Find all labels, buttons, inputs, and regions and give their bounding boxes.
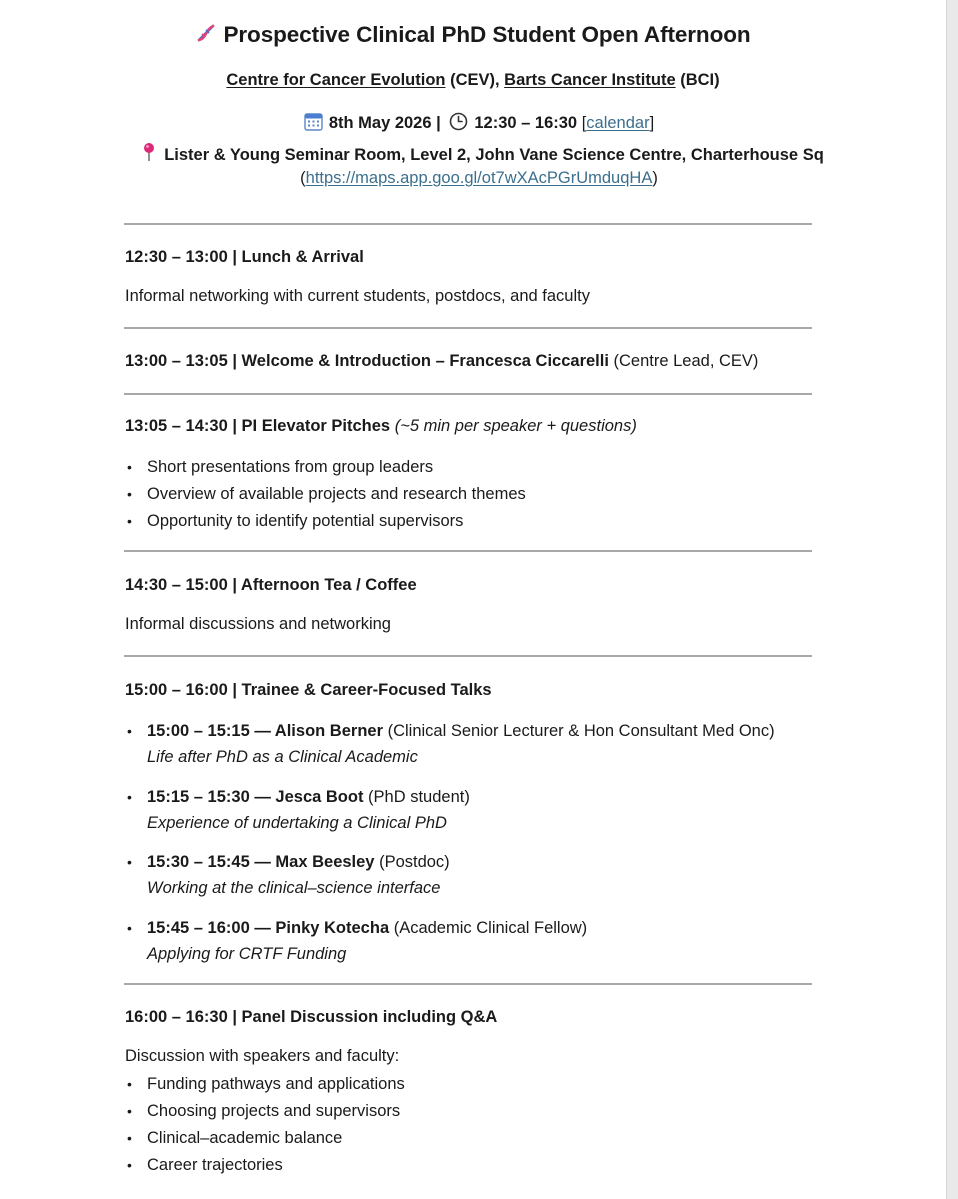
clock-icon (449, 112, 468, 136)
event-time: 12:30 – 16:30 (474, 114, 578, 132)
list-item (125, 915, 775, 981)
talk-topic: Applying for CRTF Funding (147, 944, 347, 963)
welcome-role: (Centre Lead, CEV) (608, 352, 759, 370)
calendar-link[interactable]: calendar (586, 114, 650, 132)
bci-abbr: (BCI) (675, 71, 720, 89)
divider (124, 983, 812, 985)
list-item: • Opportunity to identify potential supervisors (125, 511, 526, 538)
list-item (125, 784, 775, 850)
talk-role: (PhD student) (363, 787, 470, 806)
date-time-line: 8th May 2026 | 12:30 – 16:30 [calendar] (0, 112, 947, 136)
event-location: Lister & Young Seminar Room, Level 2, John Vane Science Centre, Charterhouse Sq (164, 146, 824, 164)
dna-icon (195, 22, 217, 50)
pitches-list (125, 457, 526, 538)
pitches-heading (125, 417, 637, 436)
talk-topic: Working at the clinical–science interface (147, 879, 441, 897)
talks-heading: 15:00 – 16:00 | Trainee & Career-Focused Talks (125, 681, 492, 699)
talk-slot: 15:30 – 15:45 — Max Beesley (147, 853, 375, 871)
event-title-row (0, 22, 946, 50)
list-item: • Overview of available projects and research themes (125, 484, 526, 511)
welcome-heading (125, 352, 758, 371)
divider (124, 655, 812, 657)
talk-role: (Academic Clinical Fellow) (389, 918, 588, 937)
location-line (0, 142, 947, 167)
list-item: • Choosing projects and supervisors (125, 1101, 405, 1128)
tea-heading: 14:30 – 15:00 | Afternoon Tea / Coffee (125, 576, 417, 594)
talk-role: (Clinical Senior Lecturer & Hon Consultant Med Onc) (383, 722, 775, 740)
list-item: • Funding pathways and applications (125, 1074, 405, 1101)
event-title: Prospective Clinical PhD Student Open Afternoon (223, 22, 751, 47)
list-item: • Short presentations from group leaders (125, 457, 526, 484)
map-line: (https://maps.app.goo.gl/ot7wXAcPGrUmduqHA) (300, 169, 658, 187)
organizers-line (0, 71, 946, 90)
pitches-title: 13:05 – 14:30 | PI Elevator Pitches (125, 417, 391, 435)
list-item: • Career trajectories (125, 1155, 405, 1182)
panel-list (125, 1074, 405, 1182)
list-item: • Clinical–academic balance (125, 1128, 405, 1155)
pushpin-icon (142, 142, 156, 167)
list-item (125, 849, 775, 915)
lunch-heading: 12:30 – 13:00 | Lunch & Arrival (125, 248, 364, 266)
calendar-icon (304, 112, 323, 136)
list-item (125, 718, 775, 784)
panel-intro: Discussion with speakers and faculty: (125, 1047, 400, 1065)
panel-heading: 16:00 – 16:30 | Panel Discussion including Q&A (125, 1008, 498, 1026)
talk-topic: Experience of undertaking a Clinical PhD (147, 813, 447, 832)
divider (124, 550, 812, 552)
talk-slot: 15:00 – 15:15 — Alison Berner (147, 722, 383, 740)
tea-text: Informal discussions and networking (125, 615, 391, 633)
talk-role: (Postdoc) (374, 853, 450, 871)
pitches-note: (~5 min per speaker + questions) (394, 417, 637, 435)
map-link[interactable]: https://maps.app.goo.gl/ot7wXAcPGrUmduqHA (305, 169, 653, 187)
talk-slot: 15:45 – 16:00 — Pinky Kotecha (147, 918, 390, 937)
divider (124, 393, 812, 395)
lunch-text: Informal networking with current students, postdocs, and faculty (125, 287, 590, 305)
talk-topic: Life after PhD as a Clinical Academic (147, 748, 418, 766)
talk-slot: 15:15 – 15:30 — Jesca Boot (147, 787, 364, 806)
cev-link[interactable]: Centre for Cancer Evolution (226, 71, 446, 89)
cev-abbr: (CEV), (445, 71, 505, 89)
divider (124, 223, 812, 225)
bci-link[interactable]: Barts Cancer Institute (504, 71, 676, 89)
divider (124, 327, 812, 329)
event-date: 8th May 2026 | (328, 114, 441, 132)
talks-list (125, 718, 775, 980)
welcome-title: 13:00 – 13:05 | Welcome & Introduction – Francesca Ciccarelli (125, 352, 609, 370)
